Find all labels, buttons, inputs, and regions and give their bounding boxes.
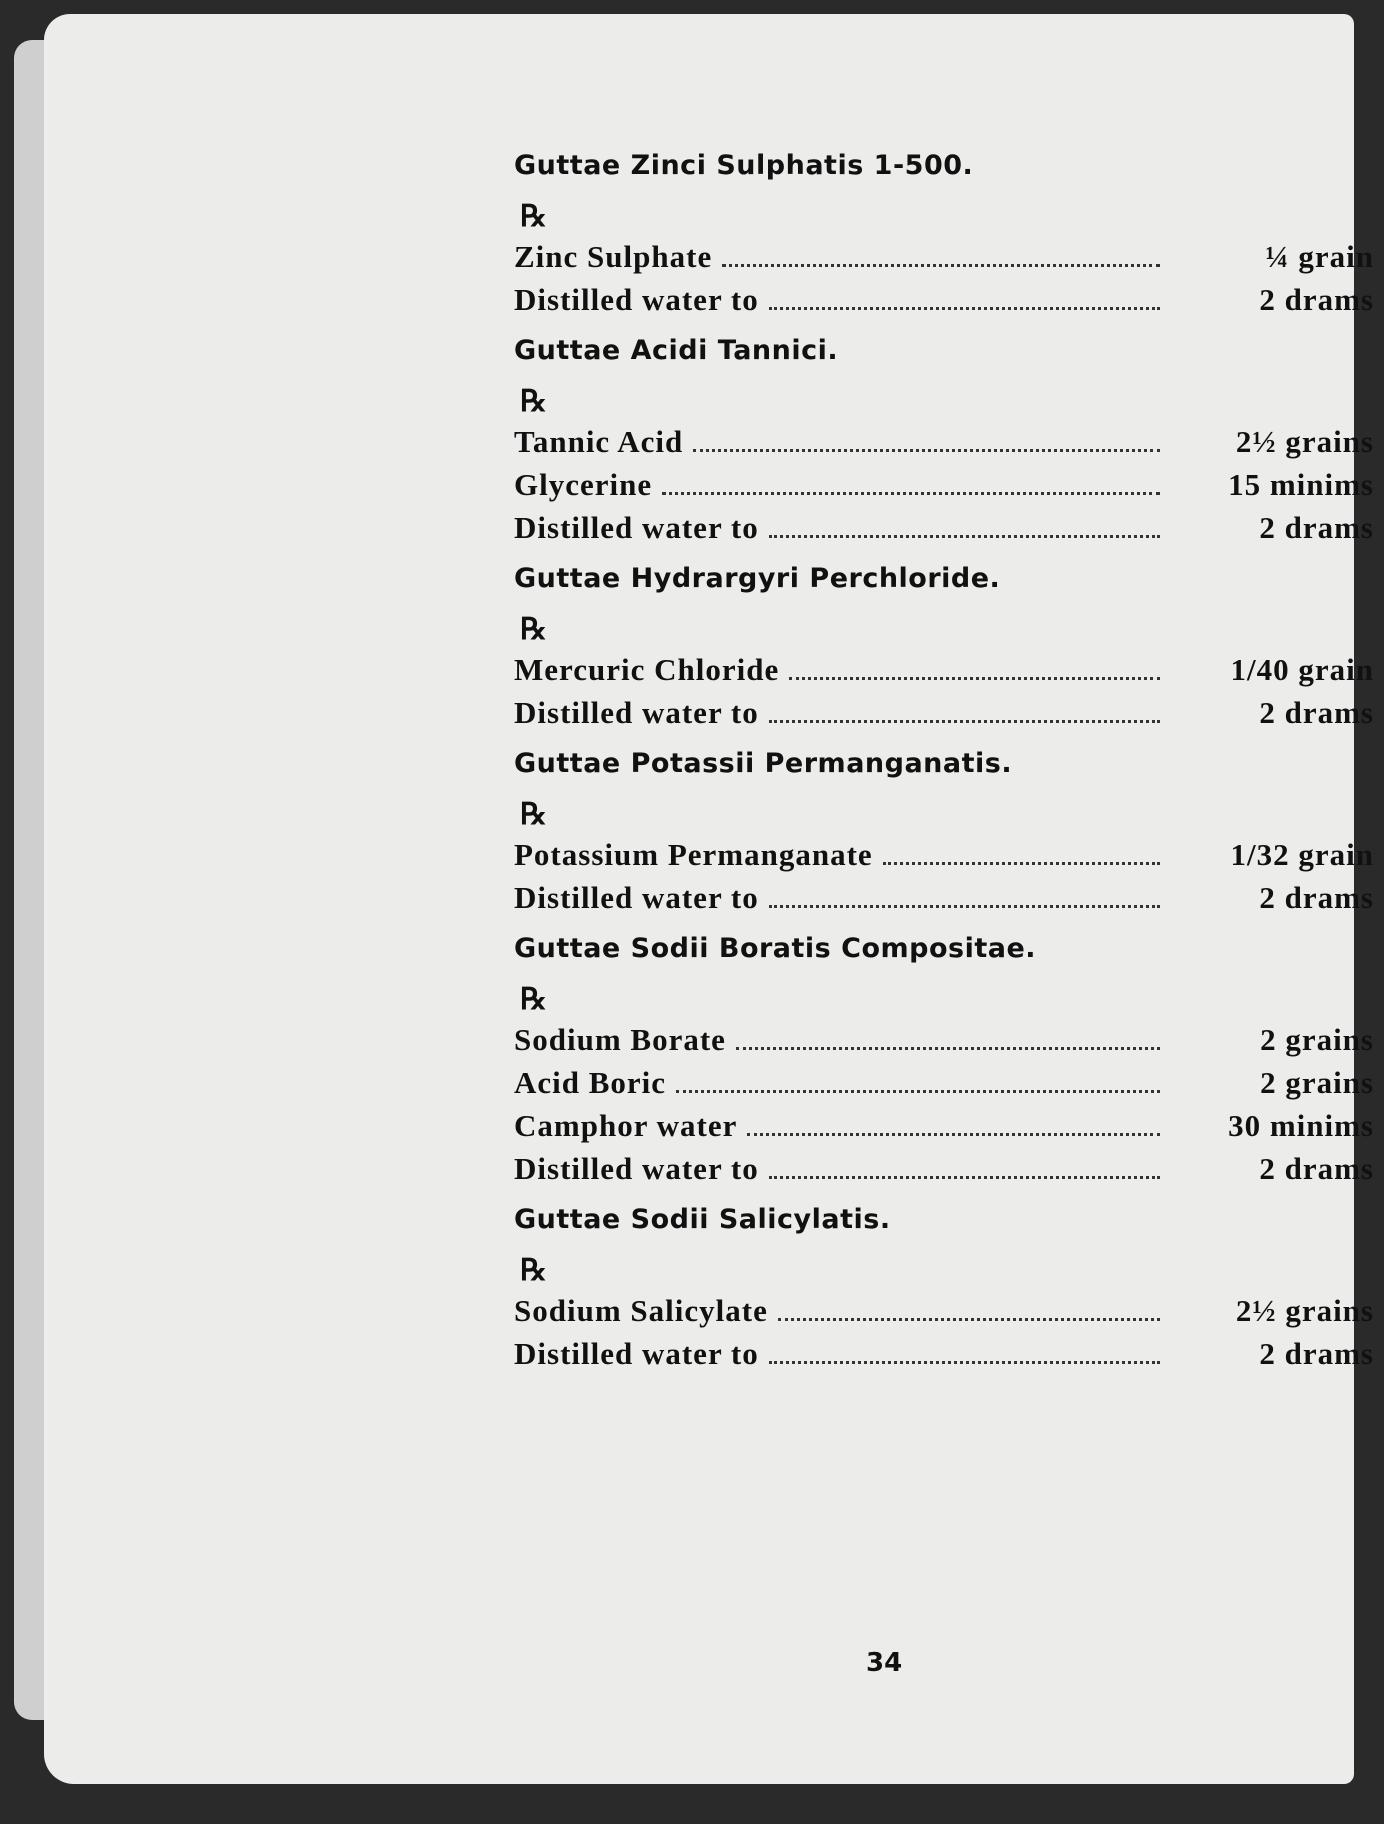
dot-leader <box>693 443 1160 452</box>
recipe-block <box>514 563 1374 738</box>
ingredient-name: Sodium Salicylate <box>514 1293 768 1328</box>
recipe-title: Guttae Potassii Permanganatis. <box>514 748 1013 779</box>
ingredient-name: Distilled water to <box>514 510 759 545</box>
prescription-symbol: ℞ <box>520 613 547 646</box>
dot-leader <box>662 486 1160 495</box>
ingredient-name: Sodium Borate <box>514 1022 726 1057</box>
ingredient-quantity: 2 grains <box>1260 1065 1374 1100</box>
ingredient-quantity: 15 minims <box>1228 467 1374 502</box>
ingredient-name: Acid Boric <box>514 1065 667 1100</box>
ingredient-line <box>514 1022 1374 1065</box>
recipe-block <box>514 150 1374 325</box>
ingredient-quantity: 2 drams <box>1259 1336 1374 1371</box>
prescription-symbol: ℞ <box>520 1254 547 1287</box>
ingredient-line <box>514 467 1374 510</box>
ingredient-line <box>514 1108 1374 1151</box>
ingredient-line <box>514 1336 1374 1379</box>
ingredient-quantity: 2½ grains <box>1235 424 1374 459</box>
dot-leader <box>769 301 1160 310</box>
book-page <box>44 14 1374 1784</box>
ingredient-quantity: 2 drams <box>1259 1151 1374 1186</box>
ingredient-line <box>514 1293 1374 1336</box>
ingredient-name: Zinc Sulphate <box>514 239 713 274</box>
recipe-title: Guttae Acidi Tannici. <box>514 335 839 366</box>
dot-leader <box>736 1041 1160 1050</box>
dot-leader <box>778 1312 1160 1321</box>
dot-leader <box>676 1084 1160 1093</box>
ingredient-line <box>514 510 1374 553</box>
page-number: 34 <box>866 1648 903 1678</box>
dot-leader <box>722 258 1160 267</box>
ingredient-name: Glycerine <box>514 467 653 502</box>
dot-leader <box>769 899 1160 908</box>
ingredient-quantity: 2 drams <box>1259 510 1374 545</box>
ingredient-name: Distilled water to <box>514 695 759 730</box>
dot-leader <box>769 1170 1160 1179</box>
ingredient-quantity: 2 drams <box>1259 880 1374 915</box>
ingredient-name: Distilled water to <box>514 1151 759 1186</box>
recipe-block <box>514 933 1374 1194</box>
ingredient-line <box>514 424 1374 467</box>
dot-leader <box>747 1127 1160 1136</box>
ingredient-name: Mercuric Chloride <box>514 652 780 687</box>
prescription-symbol: ℞ <box>520 798 547 831</box>
recipe-block <box>514 748 1374 923</box>
recipe-title: Guttae Sodii Boratis Compositae. <box>514 933 1037 964</box>
ingredient-quantity: 2 drams <box>1259 282 1374 317</box>
recipe-block <box>514 1204 1374 1379</box>
prescription-symbol: ℞ <box>520 385 547 418</box>
dot-leader <box>789 671 1160 680</box>
recipe-title: Guttae Zinci Sulphatis 1-500. <box>514 150 974 181</box>
dot-leader <box>883 856 1160 865</box>
formulary-content <box>514 150 1374 1389</box>
ingredient-line <box>514 1151 1374 1194</box>
ingredient-quantity: 1/32 grain <box>1230 837 1374 872</box>
ingredient-name: Camphor water <box>514 1108 738 1143</box>
ingredient-quantity: 2 drams <box>1259 695 1374 730</box>
dot-leader <box>769 529 1160 538</box>
ingredient-name: Tannic Acid <box>514 424 684 459</box>
ingredient-line <box>514 695 1374 738</box>
dot-leader <box>769 1355 1160 1364</box>
recipe-title: Guttae Sodii Salicylatis. <box>514 1204 891 1235</box>
ingredient-line <box>514 652 1374 695</box>
ingredient-quantity: 2½ grains <box>1235 1293 1374 1328</box>
ingredient-name: Distilled water to <box>514 880 759 915</box>
ingredient-line <box>514 239 1374 282</box>
ingredient-quantity: ¼ grain <box>1265 239 1374 274</box>
dot-leader <box>769 714 1160 723</box>
prescription-symbol: ℞ <box>520 200 547 233</box>
recipe-title: Guttae Hydrargyri Perchloride. <box>514 563 1001 594</box>
recipe-block <box>514 335 1374 553</box>
ingredient-quantity: 30 minims <box>1228 1108 1374 1143</box>
ingredient-name: Distilled water to <box>514 282 759 317</box>
ingredient-name: Distilled water to <box>514 1336 759 1371</box>
ingredient-quantity: 1/40 grain <box>1230 652 1374 687</box>
prescription-symbol: ℞ <box>520 983 547 1016</box>
ingredient-quantity: 2 grains <box>1260 1022 1374 1057</box>
ingredient-name: Potassium Permanganate <box>514 837 873 872</box>
ingredient-line <box>514 837 1374 880</box>
ingredient-line <box>514 880 1374 923</box>
ingredient-line <box>514 282 1374 325</box>
ingredient-line <box>514 1065 1374 1108</box>
